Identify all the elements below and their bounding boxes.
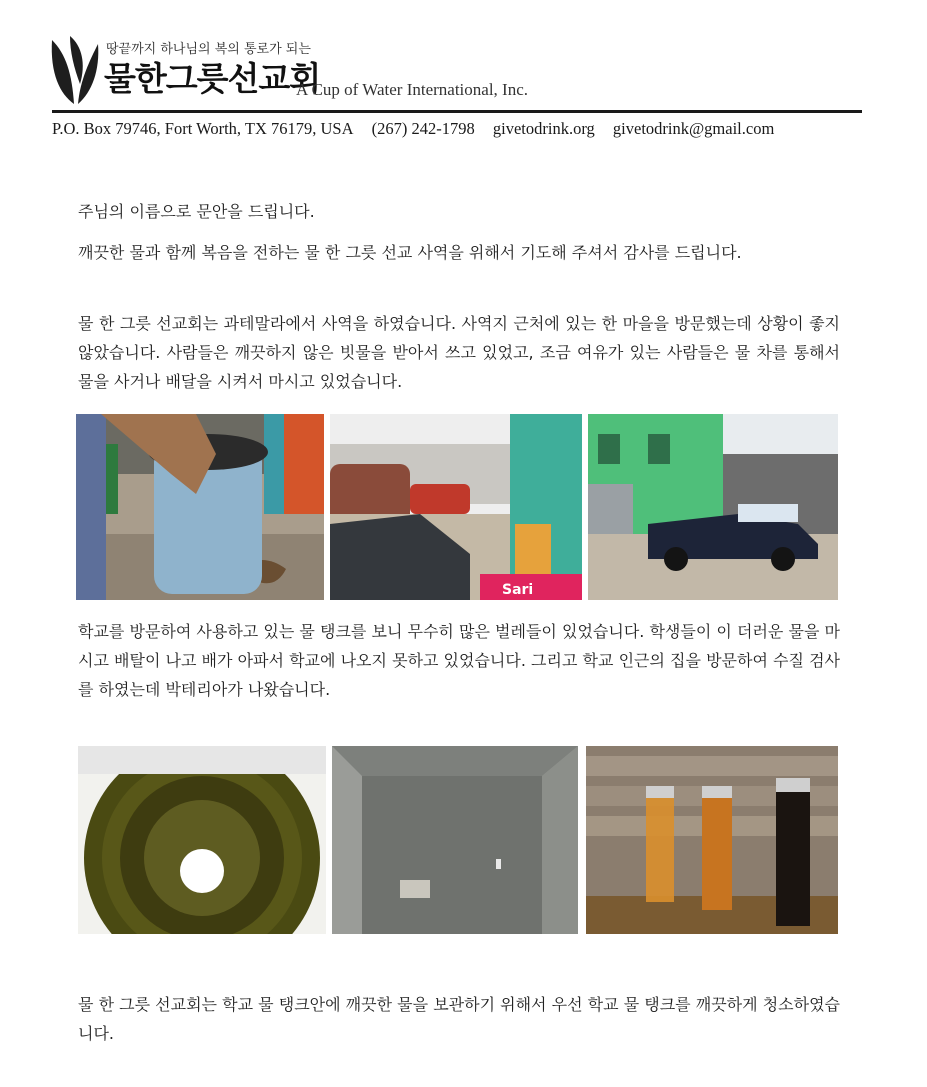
greeting-paragraph: 주님의 이름으로 문안을 드립니다.: [78, 202, 315, 221]
photo-empty-tank-inside: [332, 746, 578, 934]
org-tagline: 땅끝까지 하나님의 복의 통로가 되는: [106, 42, 311, 57]
photo-water-truck: [588, 414, 838, 600]
photo-water-sample-jars: [586, 746, 838, 934]
letterhead: [0, 0, 927, 150]
org-name-english: A Cup of Water International, Inc.: [296, 80, 528, 99]
photo-village-street: [330, 414, 582, 600]
contact-address: P.O. Box 79746, Fort Worth, TX 76179, USA: [52, 119, 354, 138]
cleanup-paragraph: 물 한 그릇 선교회는 학교 물 탱크안에 깨끗한 물을 보관하기 위해서 우선 학교 물 탱크를 깨끗하게 청소하였습니다.: [78, 995, 840, 1043]
contact-line: [52, 119, 882, 139]
cup-logo-icon: [50, 34, 100, 106]
photo-row-village: [76, 414, 838, 600]
photo-row-water-tests: [76, 746, 838, 934]
thanks-paragraph: 깨끗한 물과 함께 복음을 전하는 물 한 그릇 선교 사역을 위해서 기도해 주셔서 감사를 드립니다.: [78, 243, 742, 262]
header-rule: [52, 110, 862, 113]
school-paragraph: 학교를 방문하여 사용하고 있는 물 탱크를 보니 무수히 많은 벌레들이 있었습니다. 학생들이 이 더러운 물을 마시고 배탈이 나고 배가 아파서 학교에 나오지 못하고 있었습니다. 그리고 학교 인근의 집을 방문하여 수질 검사를 하였는데 박테리아가 나왔습니다.: [78, 622, 840, 699]
contact-website[interactable]: givetodrink.org: [492, 119, 595, 138]
org-name-korean: 물한그릇선교회: [104, 59, 321, 98]
visit-paragraph: 물 한 그릇 선교회는 과테말라에서 사역을 하였습니다. 사역지 근처에 있는 한 마을을 방문했는데 상황이 좋지 않았습니다. 사람들은 깨끗하지 않은 빗물을 받아서 쓰고 있었고, 조금 여유가 있는 사람들은 물 차를 통해서 물을 사거나 배달을 시켜서 마시고 있었습니다.: [78, 314, 840, 391]
contact-phone: (267) 242-1798: [371, 119, 475, 138]
contact-email[interactable]: givetodrink@gmail.com: [612, 119, 775, 138]
shop-sign-text: Sari: [502, 582, 534, 598]
photo-dirty-tank-top: [78, 746, 326, 934]
photo-rain-barrel: [76, 414, 324, 600]
